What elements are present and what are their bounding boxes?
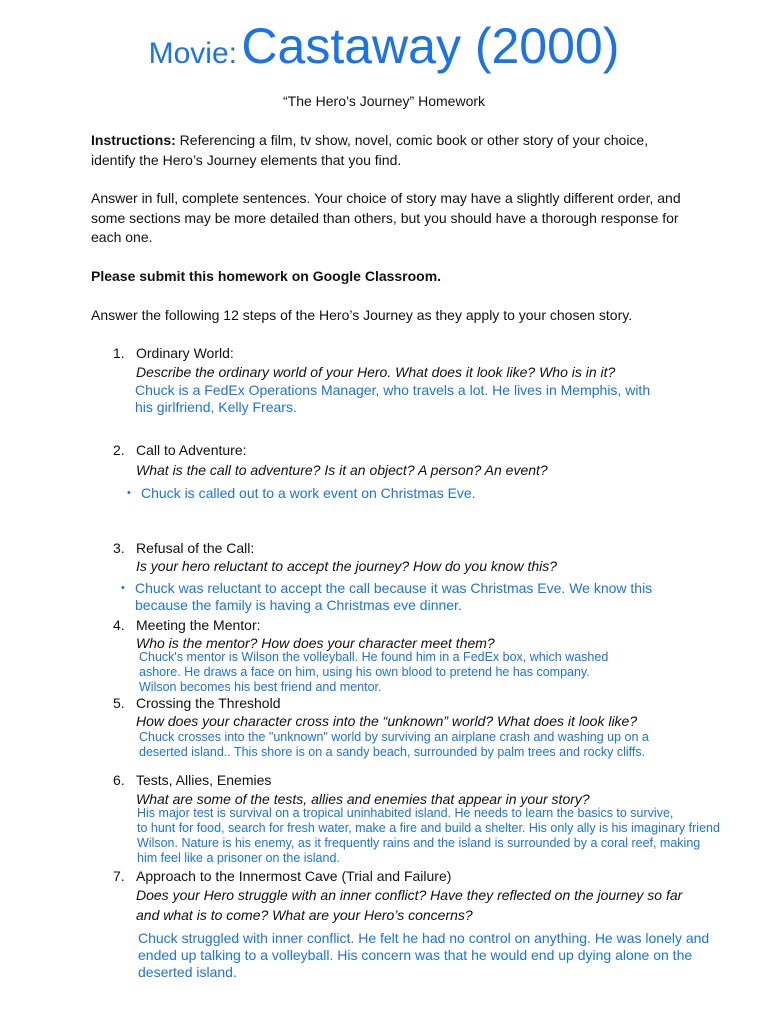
step-title-call-to-adventure: Call to Adventure: bbox=[136, 442, 247, 458]
instructions-text: Referencing a film, tv show, novel, comic book or other story of your choice, identify the Hero’s Journey elements that you find. bbox=[91, 132, 649, 168]
step-title-crossing-the-threshold: Crossing the Threshold bbox=[136, 695, 281, 711]
bullet-marker: • bbox=[127, 487, 131, 499]
step-answer-line: His major test is survival on a tropical uninhabited island. He needs to learn the basics to survive, bbox=[137, 806, 674, 820]
bullet-marker: • bbox=[121, 582, 125, 594]
step-answer-line: deserted island. bbox=[138, 964, 237, 980]
step-question: What are some of the tests, allies and enemies that appear in your story? bbox=[136, 791, 590, 807]
step-title-approach-innermost-cave: Approach to the Innermost Cave (Trial and Failure) bbox=[136, 868, 452, 884]
step-question: Is your hero reluctant to accept the journey? How do you know this? bbox=[136, 558, 558, 574]
homework-subtitle: “The Hero’s Journey” Homework bbox=[282, 93, 486, 109]
step-title-ordinary-world: Ordinary World: bbox=[136, 345, 234, 361]
instructions-label: Instructions: bbox=[91, 132, 176, 148]
step-question: Describe the ordinary world of your Hero. What does it look like? Who is in it? bbox=[136, 364, 616, 380]
step-question: and what is to come? What are your Hero’s concerns? bbox=[136, 907, 473, 923]
step-title-tests-allies-enemies: Tests, Allies, Enemies bbox=[136, 772, 272, 788]
step-answer-line: Wilson. Nature is his enemy, as it frequently rains and the island is surrounded by a coral reef, making bbox=[137, 836, 701, 850]
title-prefix: Movie: bbox=[148, 37, 237, 70]
step-answer-line: Chuck is a FedEx Operations Manager, who travels a lot. He lives in Memphis, with bbox=[135, 382, 651, 398]
step-answer-line: Chuck's mentor is Wilson the volleyball. He found him in a FedEx box, which washed bbox=[139, 650, 609, 664]
step-question: What is the call to adventure? Is it an object? A person? An event? bbox=[136, 462, 548, 478]
step-number: 4. bbox=[113, 617, 125, 633]
step-answer-line: to hunt for food, search for fresh water, make a fire and build a shelter. His only ally is his imaginary friend bbox=[137, 821, 720, 835]
answer-guidance-paragraph: Answer in full, complete sentences. Your choice of story may have a slightly different order, and some sections may be more detailed than others, but you should have a thorough response for each one. bbox=[91, 190, 681, 245]
step-answer-line: ashore. He draws a face on him, using his own blood to pretend he has company. bbox=[139, 665, 590, 679]
page-title bbox=[0, 18, 768, 87]
step-answer-line: Chuck is called out to a work event on Christmas Eve. bbox=[141, 485, 476, 501]
step-answer-line: him feel like a prisoner on the island. bbox=[137, 851, 340, 865]
step-number: 7. bbox=[113, 868, 125, 884]
step-question: Does your Hero struggle with an inner conflict? Have they reflected on the journey so far bbox=[136, 887, 683, 903]
step-number: 3. bbox=[113, 540, 125, 556]
step-answer-line: ended up talking to a volleyball. His concern was that he would end up dying alone on the bbox=[138, 947, 693, 963]
steps-intro: Answer the following 12 steps of the Hero’s Journey as they apply to your chosen story. bbox=[91, 307, 633, 323]
step-answer-line: Chuck struggled with inner conflict. He felt he had no control on anything. He was lonely and bbox=[138, 930, 710, 946]
step-answer-line: Chuck crosses into the "unknown" world by surviving an airplane crash and washing up on a bbox=[139, 730, 649, 744]
step-number: 5. bbox=[113, 695, 125, 711]
step-answer-line: Chuck was reluctant to accept the call because it was Christmas Eve. We know this bbox=[135, 580, 653, 596]
title-movie-name: Castaway (2000) bbox=[241, 18, 620, 74]
step-answer-line: Wilson becomes his best friend and mentor. bbox=[139, 680, 382, 694]
step-answer-line: because the family is having a Christmas eve dinner. bbox=[135, 597, 462, 613]
instructions-paragraph bbox=[91, 131, 691, 170]
step-question: Who is the mentor? How does your character meet them? bbox=[136, 635, 495, 651]
step-title-refusal-of-the-call: Refusal of the Call: bbox=[136, 540, 255, 556]
step-answer-line: his girlfriend, Kelly Frears. bbox=[135, 399, 297, 415]
step-number: 1. bbox=[113, 345, 125, 361]
submit-note: Please submit this homework on Google Classroom. bbox=[91, 268, 442, 284]
step-number: 2. bbox=[113, 442, 125, 458]
step-question: How does your character cross into the “unknown” world? What does it look like? bbox=[136, 713, 638, 729]
step-title-meeting-the-mentor: Meeting the Mentor: bbox=[136, 617, 261, 633]
step-answer-line: deserted island.. This shore is on a sandy beach, surrounded by palm trees and rocky cliffs. bbox=[139, 745, 646, 759]
step-number: 6. bbox=[113, 772, 125, 788]
